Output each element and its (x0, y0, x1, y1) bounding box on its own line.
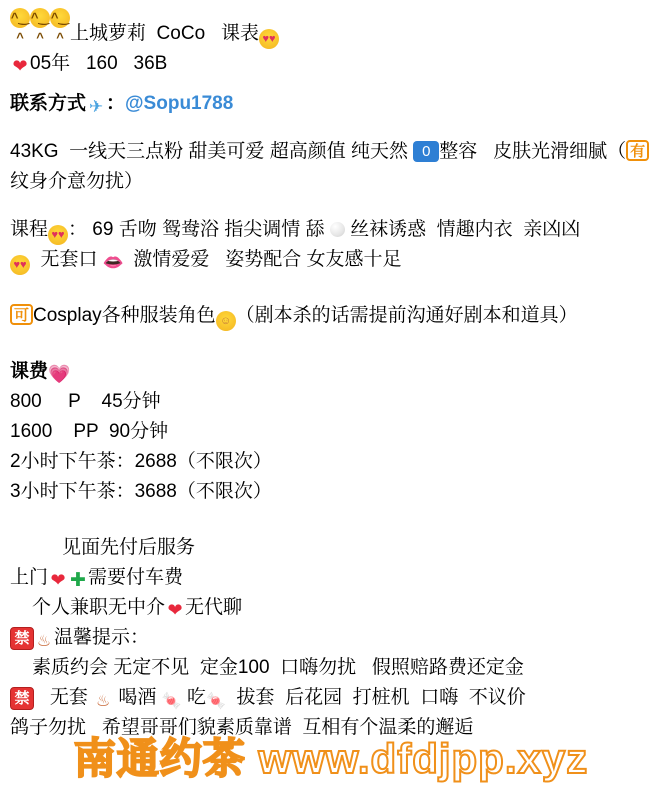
rule-line-3 (10, 593, 652, 623)
ke-badge: 可 (10, 304, 33, 325)
grinning-face-icon: ^‿^ (50, 10, 70, 45)
course-line-2 (10, 245, 652, 275)
zero-badge: 0 (413, 141, 439, 162)
title-text: 上城萝莉 CoCo 课表 (70, 23, 259, 44)
rule-text-3b: 无代聊 (185, 597, 243, 618)
stats-text: 05年 160 36B (30, 53, 168, 74)
rule-line-1: 见面先付后服务 (62, 537, 196, 558)
telegram-handle-link[interactable]: @Sopu1788 (125, 93, 234, 114)
description-line (10, 137, 652, 197)
smiling-face-with-hearts-icon: ♥♥ (10, 255, 30, 275)
course-text-3: 无套口 (30, 249, 103, 270)
fee-line-2: 1600 PP 90分钟 (10, 421, 169, 442)
red-heart-icon: ❤ (167, 600, 183, 620)
course-label: 课程 (10, 219, 49, 240)
tip-line-2 (10, 683, 652, 713)
airplane-icon: ✈ (88, 97, 104, 116)
plus-sign-icon: ✚ (70, 570, 86, 591)
candy-icon: 🍬 (206, 693, 226, 710)
you-badge: 有 (626, 140, 649, 161)
watermark-text: 南通约茶 www.dfdjpp.xyz (73, 735, 589, 782)
fee-label: 课费 (10, 361, 49, 382)
forbidden-badge: 禁 (10, 687, 34, 710)
growing-heart-icon: 💗 (48, 364, 71, 384)
grinning-face-icon: ^‿^ (30, 10, 50, 45)
smiling-face-with-hearts-icon: ♥♥ (48, 225, 68, 245)
title-line (10, 8, 652, 49)
course-line-1 (10, 215, 652, 245)
rule-text-2: 上门 (10, 567, 49, 588)
rule-line-2 (10, 563, 652, 593)
rule-text-3: 个人兼职无中介 (32, 597, 166, 618)
tip-label: 温馨提示： (54, 627, 150, 648)
tip-line-1: 素质约会 无定不见 定金100 口嗨勿扰 假照赔路费还定金 (32, 657, 524, 678)
fee-line-1: 800 P 45分钟 (10, 391, 161, 412)
fee-line-3: 2小时下午茶：2688（不限次） (10, 451, 272, 472)
rule-text-2b: 需要付车费 (88, 567, 184, 588)
tip-text-2a: 无套 (34, 687, 94, 708)
cosplay-text: Cosplay各种服装角色 (33, 305, 216, 326)
tip-text-2d: 拔套 后花园 打桩机 口嗨 不议价 (225, 687, 526, 708)
course-text-2: 丝袜诱惑 情趣内衣 亲凶凶 (344, 219, 581, 240)
forbidden-badge: 禁 (10, 627, 34, 650)
stats-line (10, 49, 652, 79)
kiss-lips-icon: 👄 (102, 253, 125, 272)
hugging-face-icon: ☺ (216, 311, 236, 331)
cosplay-note: （剧本杀的话需提前沟通好剧本和道具） (235, 305, 578, 326)
contact-label: 联系方式 (10, 93, 87, 114)
course-text-1: ： 69 舌吻 鸳鸯浴 指尖调情 舔 (68, 219, 330, 240)
tip-text-2c: 吃 (181, 687, 206, 708)
description-text-3: 纹身介意勿扰） (10, 171, 144, 192)
red-heart-icon: ❤ (50, 570, 66, 590)
tip-label-line (10, 623, 652, 653)
hot-springs-icon: ♨ (36, 633, 52, 650)
tip-line-3: 鸽子勿扰 希望哥哥们貌素质靠谱 互相有个温柔的邂逅 (10, 717, 474, 738)
hot-springs-icon: ♨ (95, 693, 111, 710)
contact-line: 联系方式 ✈ ：@Sopu1788 (10, 93, 234, 116)
smiling-face-with-hearts-icon: ♥♥ (259, 29, 279, 49)
description-text-2: 整容 皮肤光滑细腻（ (439, 141, 627, 162)
course-text-4: 激情爱爱 姿势配合 女友感十足 (122, 249, 402, 270)
fee-line-4: 3小时下午茶：3688（不限次） (10, 481, 272, 502)
white-circle-icon (330, 222, 345, 237)
cosplay-line (10, 301, 652, 331)
fee-label-line (10, 357, 652, 387)
red-heart-icon: ❤ (12, 56, 28, 76)
tip-text-2b: 喝酒 (113, 687, 162, 708)
description-text-1: 43KG 一线天三点粉 甜美可爱 超高颜值 纯天然 (10, 141, 414, 162)
grinning-face-icon: ^‿^ (10, 10, 30, 45)
candy-icon: 🍬 (161, 693, 182, 710)
